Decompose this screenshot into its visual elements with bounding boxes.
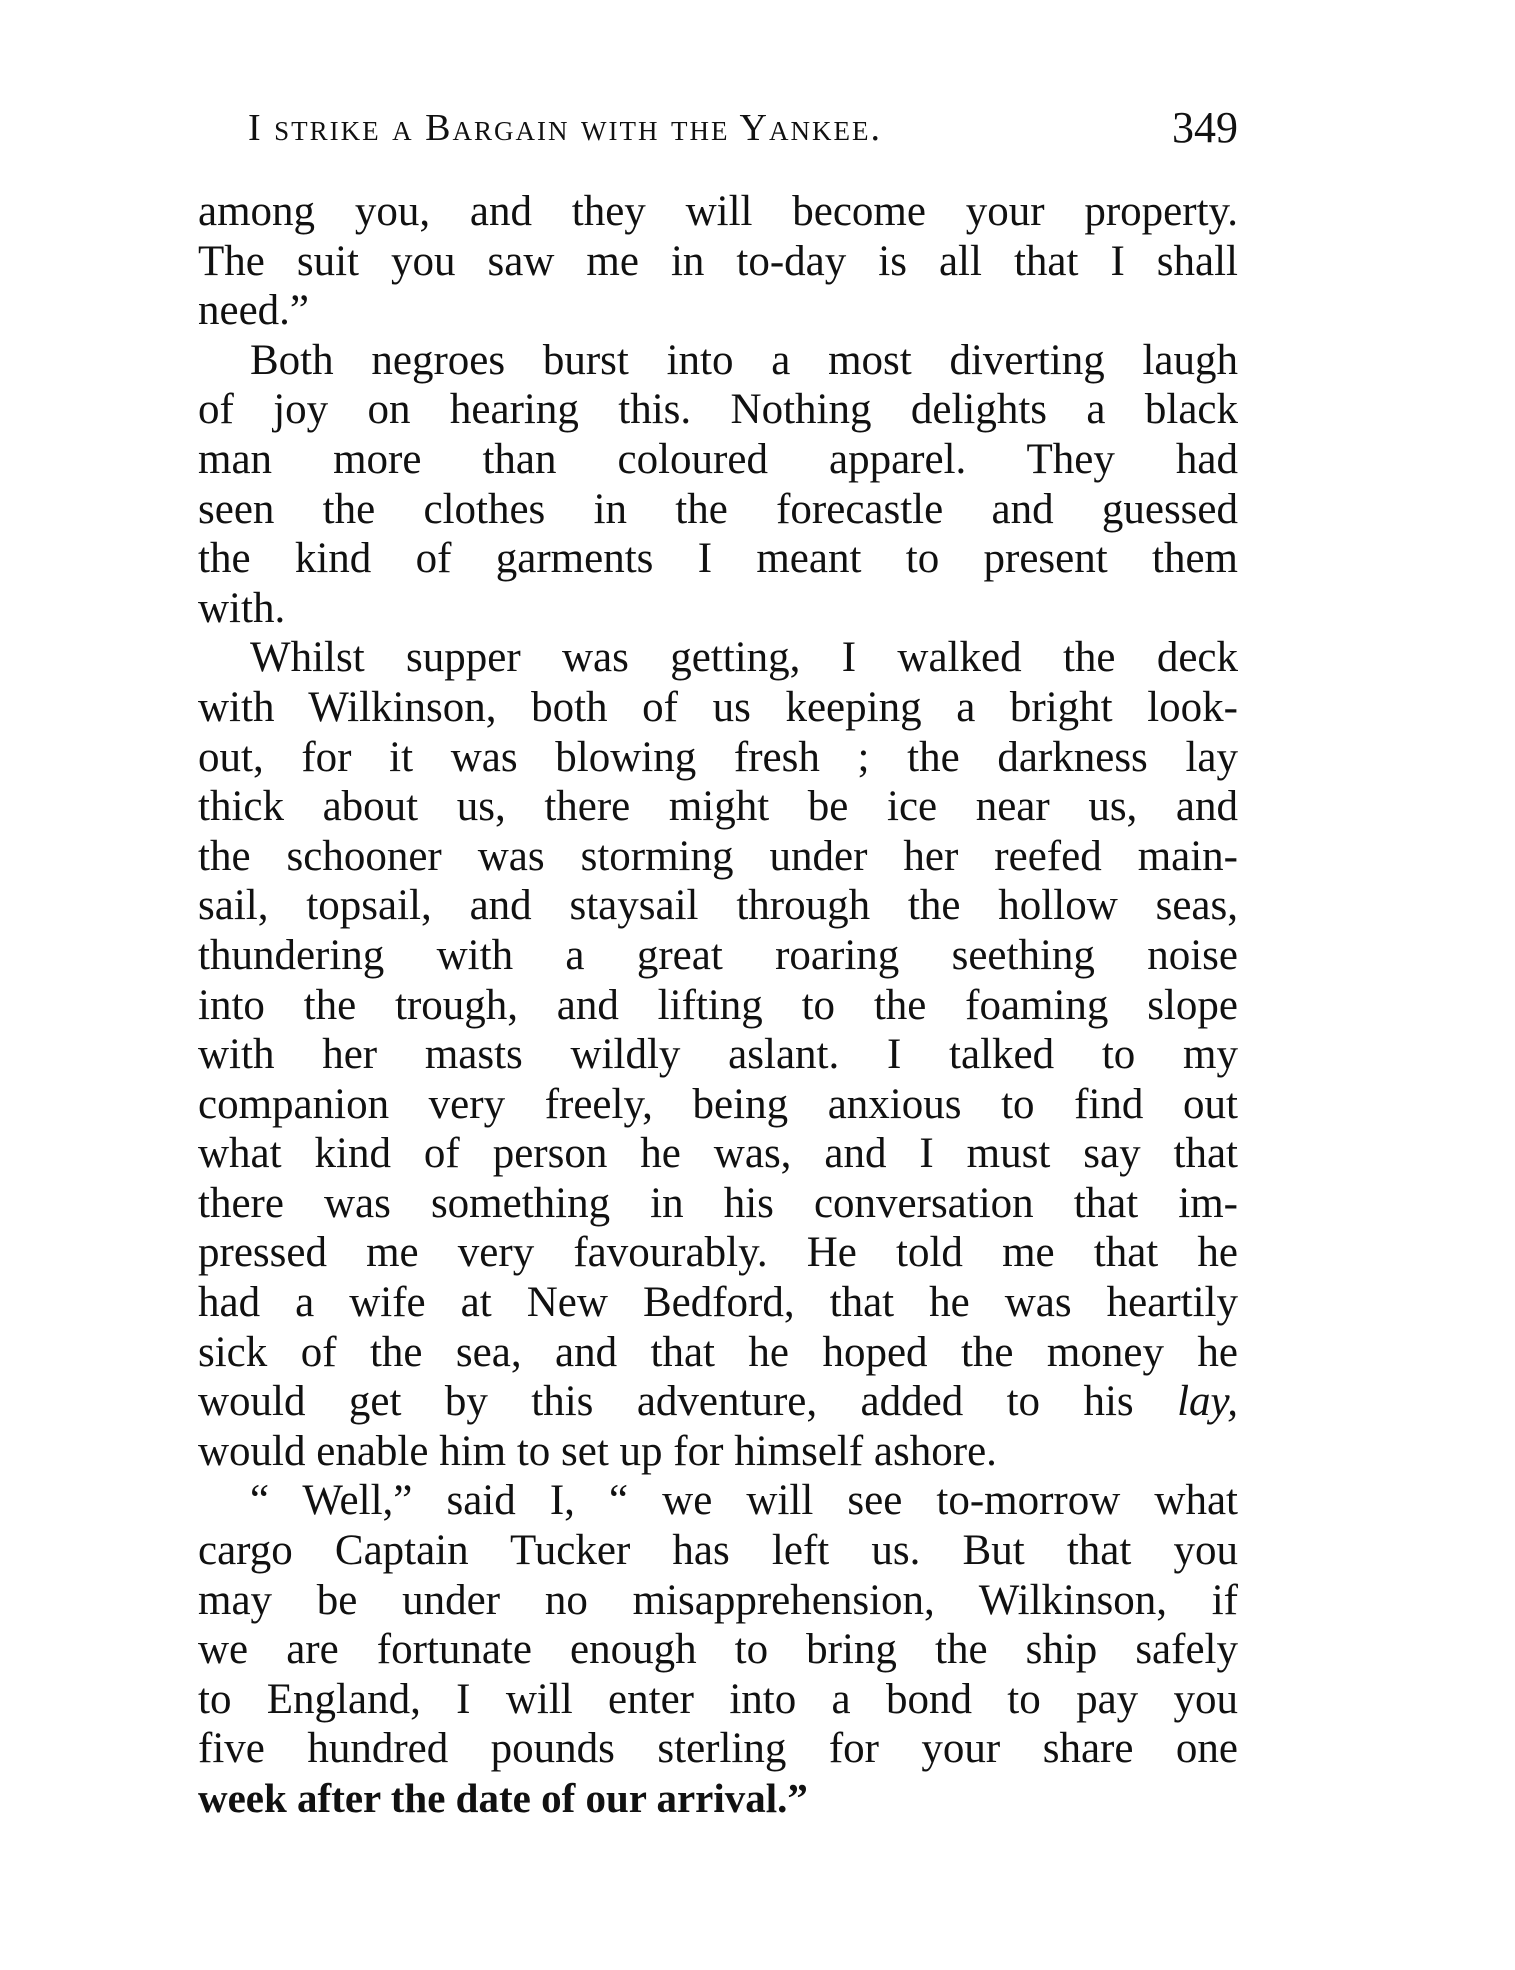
text-line: the schooner was storming under her reefed main- [198, 832, 1238, 880]
text-line: companion very freely, being anxious to find out [198, 1080, 1238, 1128]
body-text [198, 187, 1238, 1824]
text-line: thick about us, there might be ice near us, and [198, 783, 1238, 831]
text-line: cargo Captain Tucker has left us. But that you [198, 1527, 1238, 1575]
text-line: week after the date of our arrival.” [198, 1775, 808, 1821]
text-line: with. [198, 584, 286, 632]
text-line: five hundred pounds sterling for your share one [198, 1725, 1238, 1773]
text-line: The suit you saw me in to-day is all that I shall [198, 237, 1238, 285]
text-line: man more than coloured apparel. They had [198, 435, 1238, 483]
text-line: may be under no misapprehension, Wilkinson, if [198, 1576, 1238, 1624]
italic-word: lay, [1177, 1378, 1238, 1426]
text-line: among you, and they will become your property. [198, 188, 1238, 235]
text-line: what kind of person he was, and I must say that [198, 1130, 1238, 1178]
running-head-title: I strike a Bargain with the Yankee. [248, 107, 882, 149]
paragraph-start-line: “ Well,” said I, “ we will see to-morrow what [250, 1477, 1238, 1525]
text-line: of joy on hearing this. Nothing delights a black [198, 386, 1238, 434]
text-line: into the trough, and lifting to the foaming slope [198, 981, 1238, 1029]
text-line: with Wilkinson, both of us keeping a bright look- [198, 683, 1238, 731]
page-number: 349 [1172, 103, 1238, 152]
text-line: out, for it was blowing fresh ; the darkness lay [198, 733, 1238, 781]
text-line: sail, topsail, and staysail through the hollow seas, [198, 882, 1238, 930]
text-line: need.” [198, 287, 310, 335]
text-line: pressed me very favourably. He told me that he [198, 1229, 1238, 1277]
text-line: thundering with a great roaring seething noise [198, 931, 1238, 979]
text-line: would enable him to set up for himself ashore. [198, 1427, 997, 1475]
paragraph-start-line: Whilst supper was getting, I walked the deck [250, 634, 1238, 682]
text-line-with-italic [198, 1377, 1238, 1427]
text-line: had a wife at New Bedford, that he was heartily [198, 1279, 1238, 1327]
text-line: seen the clothes in the forecastle and guessed [198, 485, 1238, 533]
text-line: there was something in his conversation that im- [198, 1179, 1238, 1227]
text-line-segment: would get by this adventure, added to his [198, 1378, 1134, 1426]
text-line: to England, I will enter into a bond to pay you [198, 1675, 1238, 1723]
text-line: with her masts wildly aslant. I talked to my [198, 1031, 1238, 1079]
paragraph-start-line: Both negroes burst into a most diverting laugh [250, 336, 1238, 384]
text-line: the kind of garments I meant to present them [198, 535, 1238, 583]
text-line: we are fortunate enough to bring the ship safely [198, 1626, 1238, 1674]
text-line: sick of the sea, and that he hoped the money he [198, 1328, 1238, 1376]
running-head [248, 98, 1238, 158]
